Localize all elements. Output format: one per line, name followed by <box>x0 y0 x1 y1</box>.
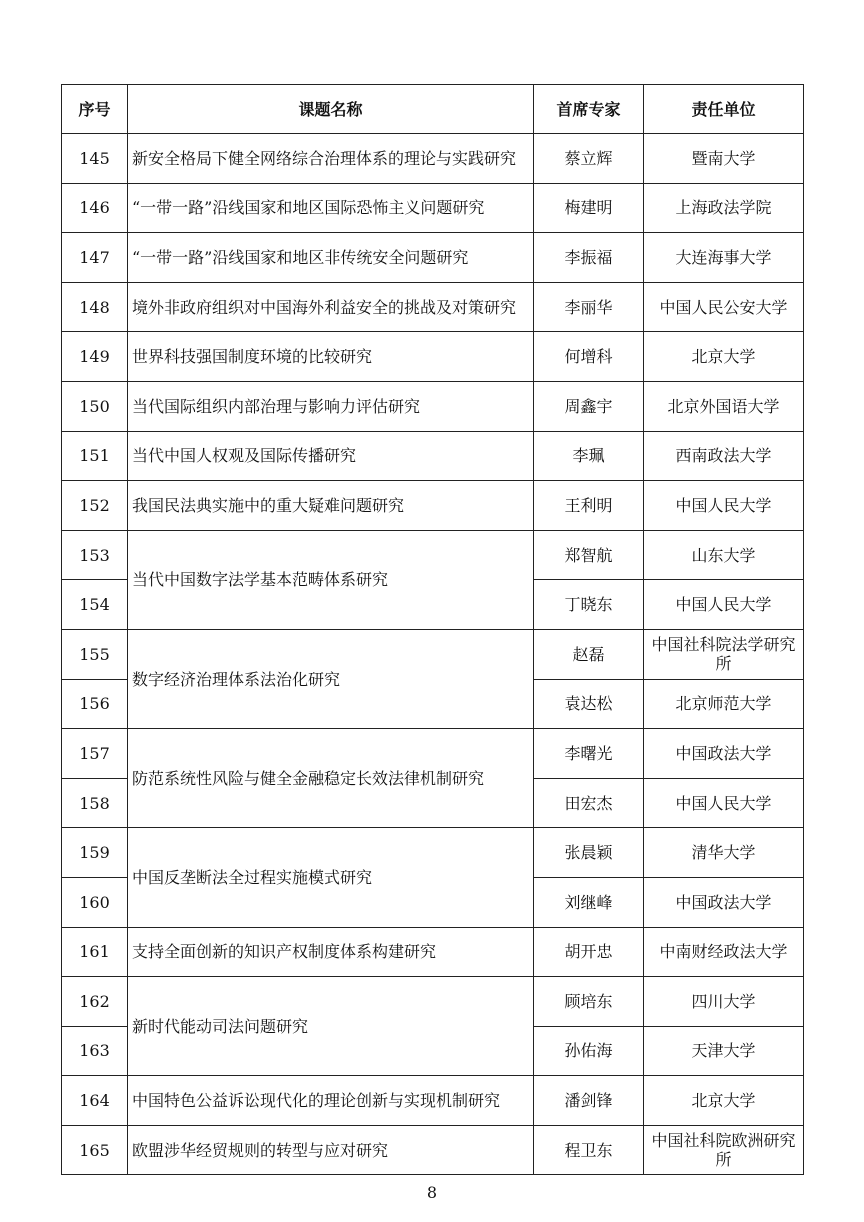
header-topic: 课题名称 <box>128 85 534 134</box>
row-no: 165 <box>62 1125 128 1175</box>
row-expert: 周鑫宇 <box>534 381 644 431</box>
row-expert: 赵磊 <box>534 629 644 679</box>
row-no: 163 <box>62 1026 128 1076</box>
row-topic: 欧盟涉华经贸规则的转型与应对研究 <box>128 1125 534 1175</box>
row-expert: 梅建明 <box>534 183 644 233</box>
row-topic: 防范系统性风险与健全金融稳定长效法律机制研究 <box>128 729 534 828</box>
row-topic: 我国民法典实施中的重大疑难问题研究 <box>128 481 534 531</box>
row-unit: 四川大学 <box>644 977 804 1027</box>
row-unit: 中国人民公安大学 <box>644 282 804 332</box>
row-no: 151 <box>62 431 128 481</box>
table-row <box>62 282 804 332</box>
row-unit: 北京大学 <box>644 332 804 382</box>
table-row <box>62 481 804 531</box>
table-header-row <box>62 85 804 134</box>
row-expert: 程卫东 <box>534 1125 644 1175</box>
header-no: 序号 <box>62 85 128 134</box>
table-row <box>62 729 804 779</box>
row-no: 156 <box>62 679 128 729</box>
row-expert: 王利明 <box>534 481 644 531</box>
table-row <box>62 629 804 679</box>
header-unit: 责任单位 <box>644 85 804 134</box>
row-no: 158 <box>62 778 128 828</box>
row-expert: 张晨颖 <box>534 828 644 878</box>
row-expert: 袁达松 <box>534 679 644 729</box>
row-topic: 境外非政府组织对中国海外利益安全的挑战及对策研究 <box>128 282 534 332</box>
table-row <box>62 1125 804 1175</box>
row-no: 154 <box>62 580 128 630</box>
table-row <box>62 332 804 382</box>
table-row <box>62 977 804 1027</box>
table-row <box>62 530 804 580</box>
row-unit: 上海政法学院 <box>644 183 804 233</box>
row-unit: 暨南大学 <box>644 134 804 184</box>
row-expert: 刘继峰 <box>534 877 644 927</box>
row-expert: 蔡立辉 <box>534 134 644 184</box>
row-unit: 中国政法大学 <box>644 729 804 779</box>
row-no: 148 <box>62 282 128 332</box>
row-no: 161 <box>62 927 128 977</box>
row-topic: 支持全面创新的知识产权制度体系构建研究 <box>128 927 534 977</box>
row-unit: 山东大学 <box>644 530 804 580</box>
row-expert: 李曙光 <box>534 729 644 779</box>
row-unit: 中国社科院欧洲研究所 <box>644 1125 804 1175</box>
row-unit: 中国人民大学 <box>644 481 804 531</box>
row-expert: 李振福 <box>534 233 644 283</box>
row-expert: 潘剑锋 <box>534 1076 644 1126</box>
row-expert: 孙佑海 <box>534 1026 644 1076</box>
table-row <box>62 134 804 184</box>
row-no: 150 <box>62 381 128 431</box>
row-no: 146 <box>62 183 128 233</box>
row-no: 149 <box>62 332 128 382</box>
row-topic: 当代国际组织内部治理与影响力评估研究 <box>128 381 534 431</box>
row-no: 157 <box>62 729 128 779</box>
row-unit: 中南财经政法大学 <box>644 927 804 977</box>
row-topic: 新安全格局下健全网络综合治理体系的理论与实践研究 <box>128 134 534 184</box>
row-unit: 大连海事大学 <box>644 233 804 283</box>
row-topic: 世界科技强国制度环境的比较研究 <box>128 332 534 382</box>
row-expert: 丁晓东 <box>534 580 644 630</box>
row-no: 159 <box>62 828 128 878</box>
row-topic: “一带一路”沿线国家和地区国际恐怖主义问题研究 <box>128 183 534 233</box>
row-topic: 当代中国数字法学基本范畴体系研究 <box>128 530 534 629</box>
row-no: 160 <box>62 877 128 927</box>
table-row <box>62 233 804 283</box>
row-topic: 中国反垄断法全过程实施模式研究 <box>128 828 534 927</box>
row-topic: 中国特色公益诉讼现代化的理论创新与实现机制研究 <box>128 1076 534 1126</box>
row-expert: 何增科 <box>534 332 644 382</box>
row-expert: 李珮 <box>534 431 644 481</box>
row-no: 145 <box>62 134 128 184</box>
row-no: 147 <box>62 233 128 283</box>
row-topic: “一带一路”沿线国家和地区非传统安全问题研究 <box>128 233 534 283</box>
row-unit: 西南政法大学 <box>644 431 804 481</box>
row-unit: 中国人民大学 <box>644 778 804 828</box>
row-unit: 中国人民大学 <box>644 580 804 630</box>
table-row <box>62 183 804 233</box>
row-unit: 中国社科院法学研究所 <box>644 629 804 679</box>
row-no: 164 <box>62 1076 128 1126</box>
row-expert: 郑智航 <box>534 530 644 580</box>
page-number: 8 <box>426 1183 438 1202</box>
row-expert: 顾培东 <box>534 977 644 1027</box>
row-no: 155 <box>62 629 128 679</box>
row-unit: 北京师范大学 <box>644 679 804 729</box>
table-row <box>62 381 804 431</box>
row-unit: 北京大学 <box>644 1076 804 1126</box>
project-table <box>61 84 804 1175</box>
row-topic: 新时代能动司法问题研究 <box>128 977 534 1076</box>
row-no: 162 <box>62 977 128 1027</box>
table-row <box>62 1076 804 1126</box>
row-expert: 李丽华 <box>534 282 644 332</box>
row-expert: 胡开忠 <box>534 927 644 977</box>
row-unit: 北京外国语大学 <box>644 381 804 431</box>
table-row <box>62 927 804 977</box>
row-no: 153 <box>62 530 128 580</box>
header-expert: 首席专家 <box>534 85 644 134</box>
row-no: 152 <box>62 481 128 531</box>
row-topic: 当代中国人权观及国际传播研究 <box>128 431 534 481</box>
row-unit: 天津大学 <box>644 1026 804 1076</box>
table-row <box>62 828 804 878</box>
row-unit: 中国政法大学 <box>644 877 804 927</box>
row-unit: 清华大学 <box>644 828 804 878</box>
row-topic: 数字经济治理体系法治化研究 <box>128 629 534 728</box>
row-expert: 田宏杰 <box>534 778 644 828</box>
table-row <box>62 431 804 481</box>
